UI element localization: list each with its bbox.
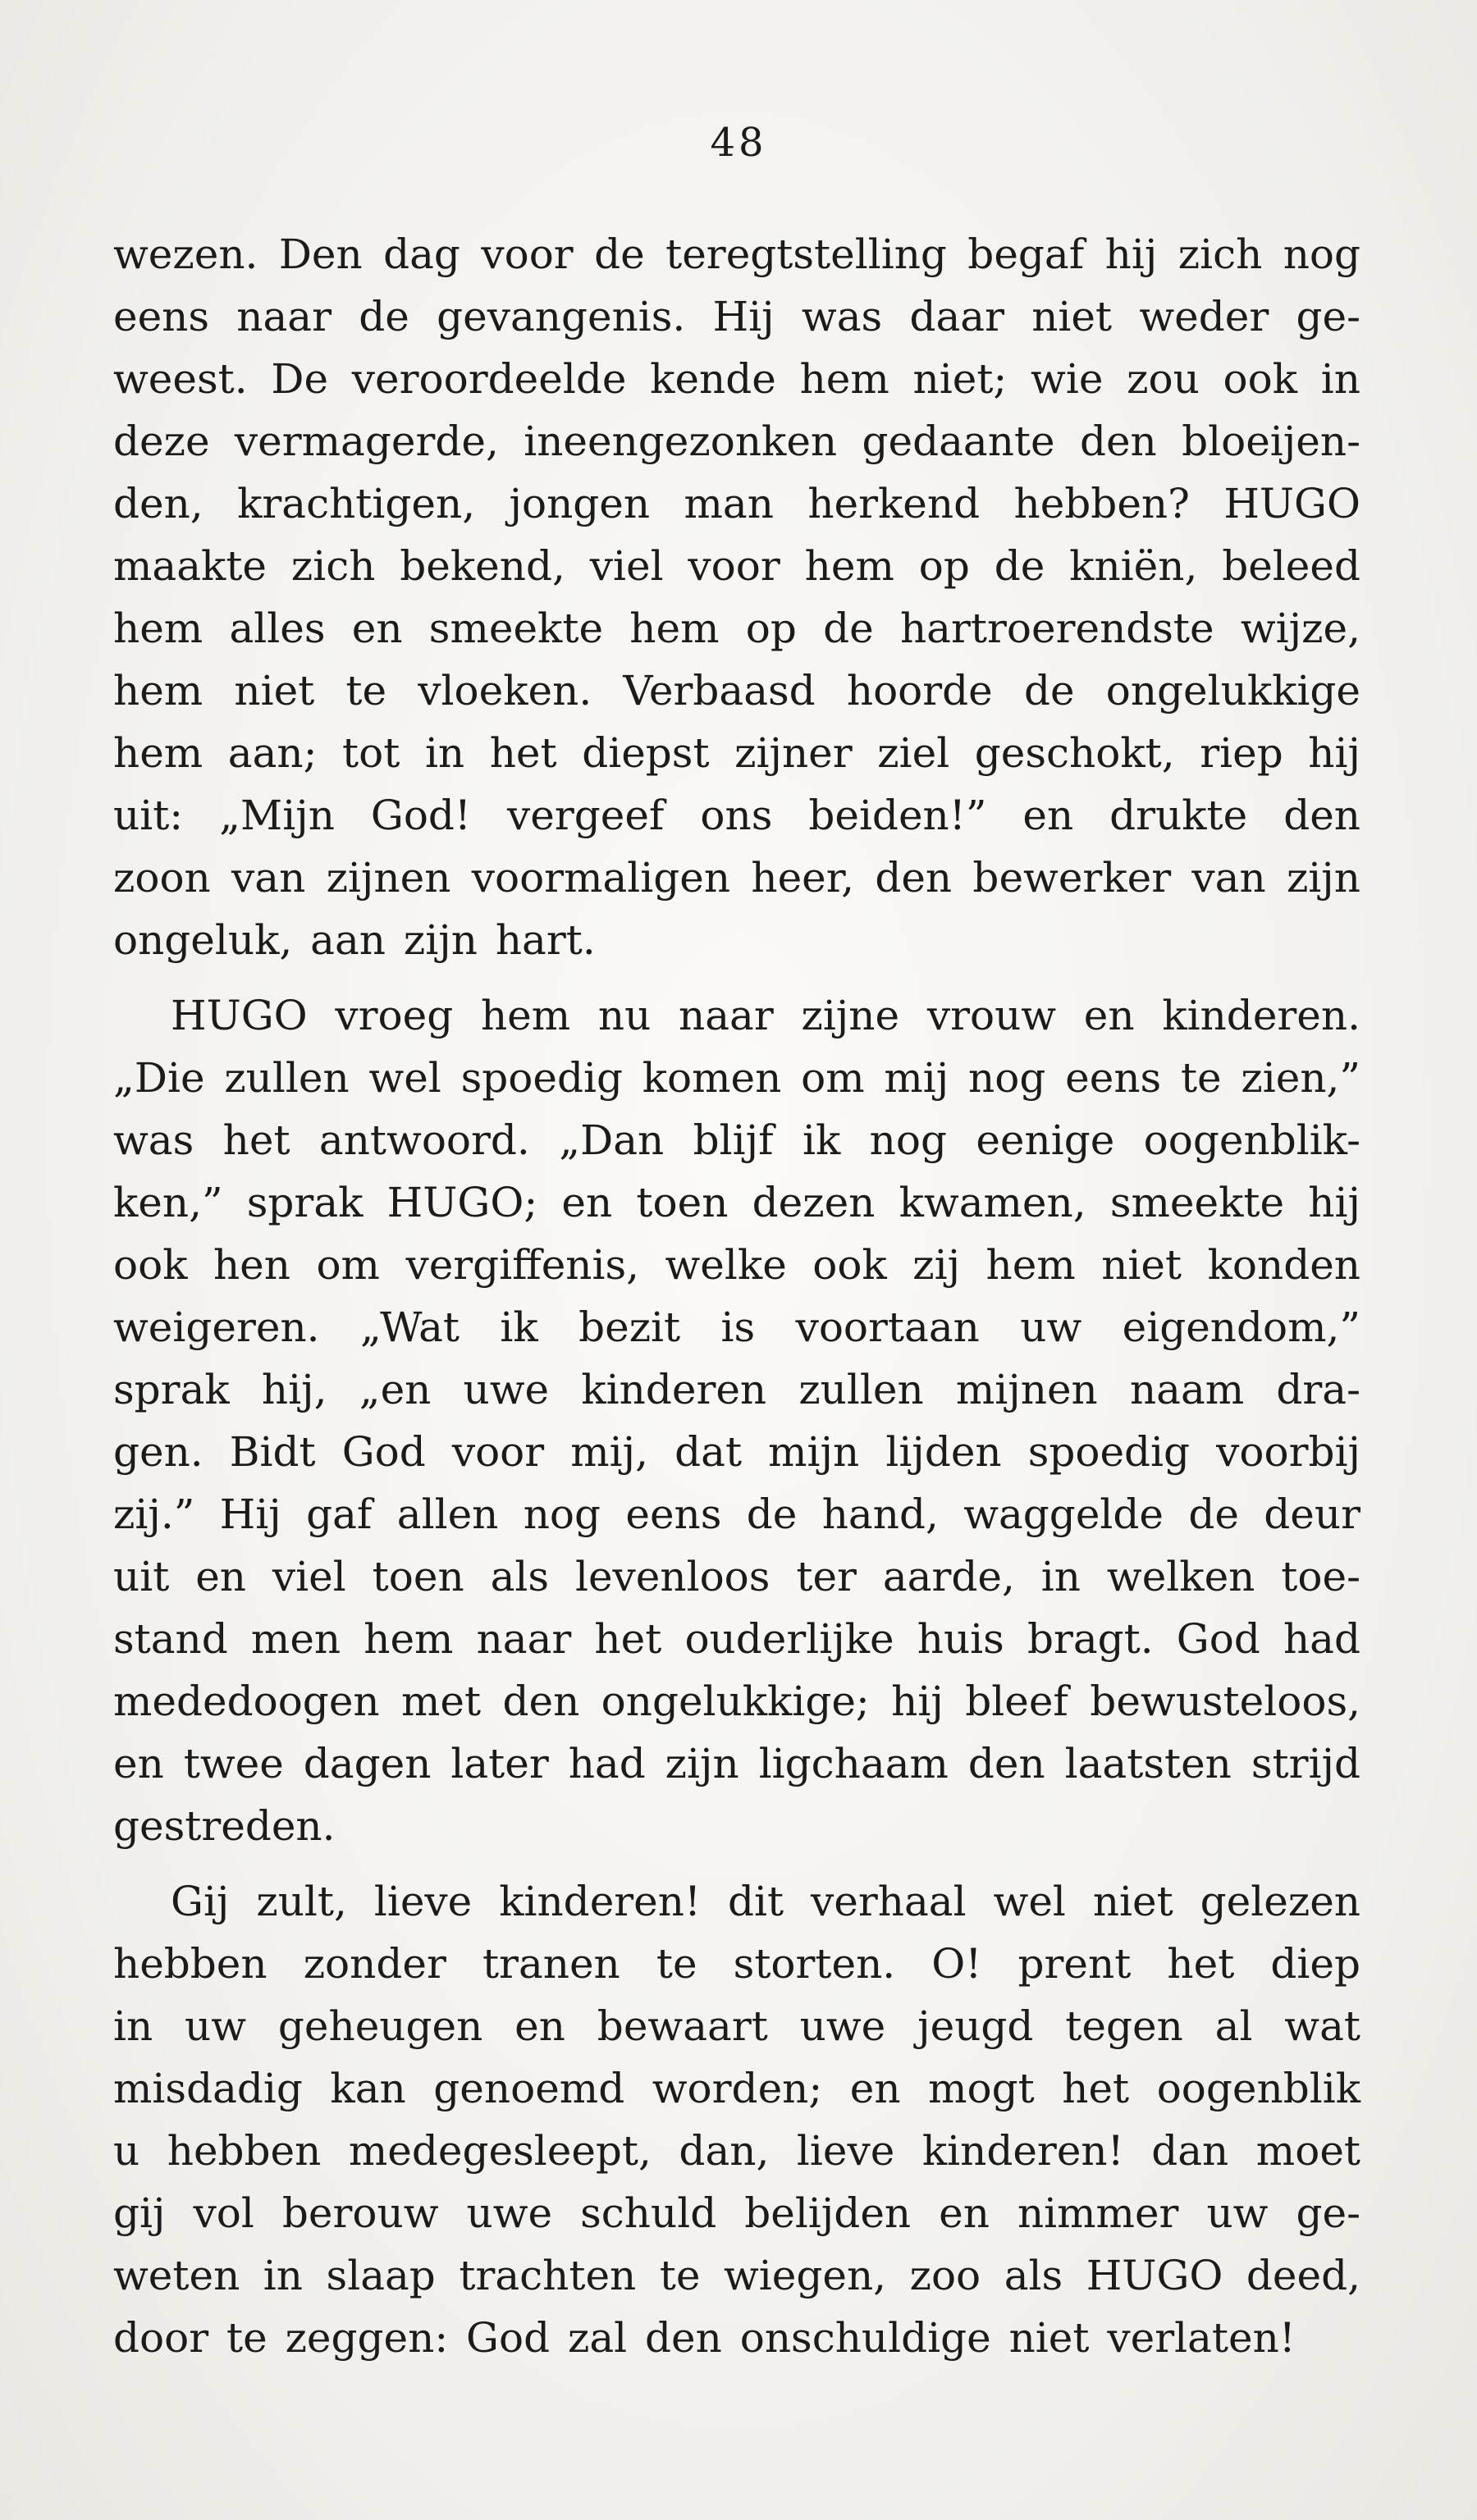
text-line: en twee dagen later had zijn ligchaam den laatsten strijd (113, 1740, 1360, 1787)
text-line: hem niet te vloeken. Verbaasd hoorde de ongelukkige (113, 667, 1360, 714)
body-text (113, 223, 1360, 2369)
text-line: eens naar de gevangenis. Hij was daar niet weder ge- (113, 293, 1360, 340)
text-line: ook hen om vergiffenis, welke ook zij hem niet konden (113, 1241, 1360, 1289)
text-line: mededoogen met den ongelukkige; hij bleef bewusteloos, (113, 1678, 1360, 1725)
text-line: door te zeggen: God zal den onschuldige niet verlaten! (113, 2314, 1296, 2362)
paragraph (113, 223, 1360, 971)
text-line: gen. Bidt God voor mij, dat mijn lijden spoedig voorbij (113, 1428, 1360, 1476)
text-line: stand men hem naar het ouderlijke huis bragt. God had (113, 1615, 1360, 1663)
text-line: wezen. Den dag voor de teregtstelling begaf hij zich nog (113, 231, 1360, 278)
text-line: u hebben medegesleept, dan, lieve kinderen! dan moet (113, 2127, 1360, 2175)
text-line: HUGO vroeg hem nu naar zijne vrouw en kinderen. (171, 992, 1360, 1039)
text-line: maakte zich bekend, viel voor hem op de kniën, beleed (113, 542, 1360, 590)
page-number: 48 (710, 120, 767, 166)
text-line: zij.” Hij gaf allen nog eens de hand, waggelde de deur (113, 1491, 1360, 1538)
text-line: uit en viel toen als levenloos ter aarde, in welken toe- (113, 1553, 1360, 1600)
text-line: gestreden. (113, 1802, 336, 1850)
text-line: Gij zult, lieve kinderen! dit verhaal wel niet gelezen (171, 1878, 1360, 1925)
text-line: den, krachtigen, jongen man herkend hebben? HUGO (113, 480, 1360, 527)
paragraph (113, 1870, 1360, 2369)
text-line: sprak hij, „en uwe kinderen zullen mijnen naam dra- (113, 1366, 1360, 1413)
text-line: deze vermagerde, ineengezonken gedaante den bloeijen- (113, 418, 1360, 465)
text-line: ken,” sprak HUGO; en toen dezen kwamen, smeekte hij (113, 1179, 1360, 1226)
text-line: hem alles en smeekte hem op de hartroerendste wijze, (113, 605, 1360, 652)
paragraph-gap (113, 1857, 1360, 1870)
text-line: uit: „Mijn God! vergeef ons beiden!” en drukte den (113, 792, 1360, 839)
text-line: hem aan; tot in het diepst zijner ziel geschokt, riep hij (113, 729, 1360, 777)
text-line: weten in slaap trachten te wiegen, zoo als HUGO deed, (113, 2252, 1360, 2299)
paragraph-gap (113, 971, 1360, 984)
text-line: gij vol berouw uwe schuld belijden en nimmer uw ge- (113, 2189, 1360, 2237)
text-line: hebben zonder tranen te storten. O! prent het diep (113, 1940, 1360, 1988)
text-line: weigeren. „Wat ik bezit is voortaan uw eigendom,” (113, 1303, 1360, 1351)
text-line: misdadig kan genoemd worden; en mogt het oogenblik (113, 2065, 1360, 2112)
text-line: in uw geheugen en bewaart uwe jeugd tegen al wat (113, 2002, 1360, 2050)
text-line: weest. De veroordeelde kende hem niet; wie zou ook in (113, 355, 1360, 403)
text-line: was het antwoord. „Dan blijf ik nog eenige oogenblik- (113, 1116, 1360, 1164)
text-line: „Die zullen wel spoedig komen om mij nog eens te zien,” (113, 1054, 1360, 1102)
text-line: zoon van zijnen voormaligen heer, den bewerker van zijn (113, 854, 1360, 902)
text-line: ongeluk, aan zijn hart. (113, 916, 596, 964)
paragraph (113, 984, 1360, 1857)
